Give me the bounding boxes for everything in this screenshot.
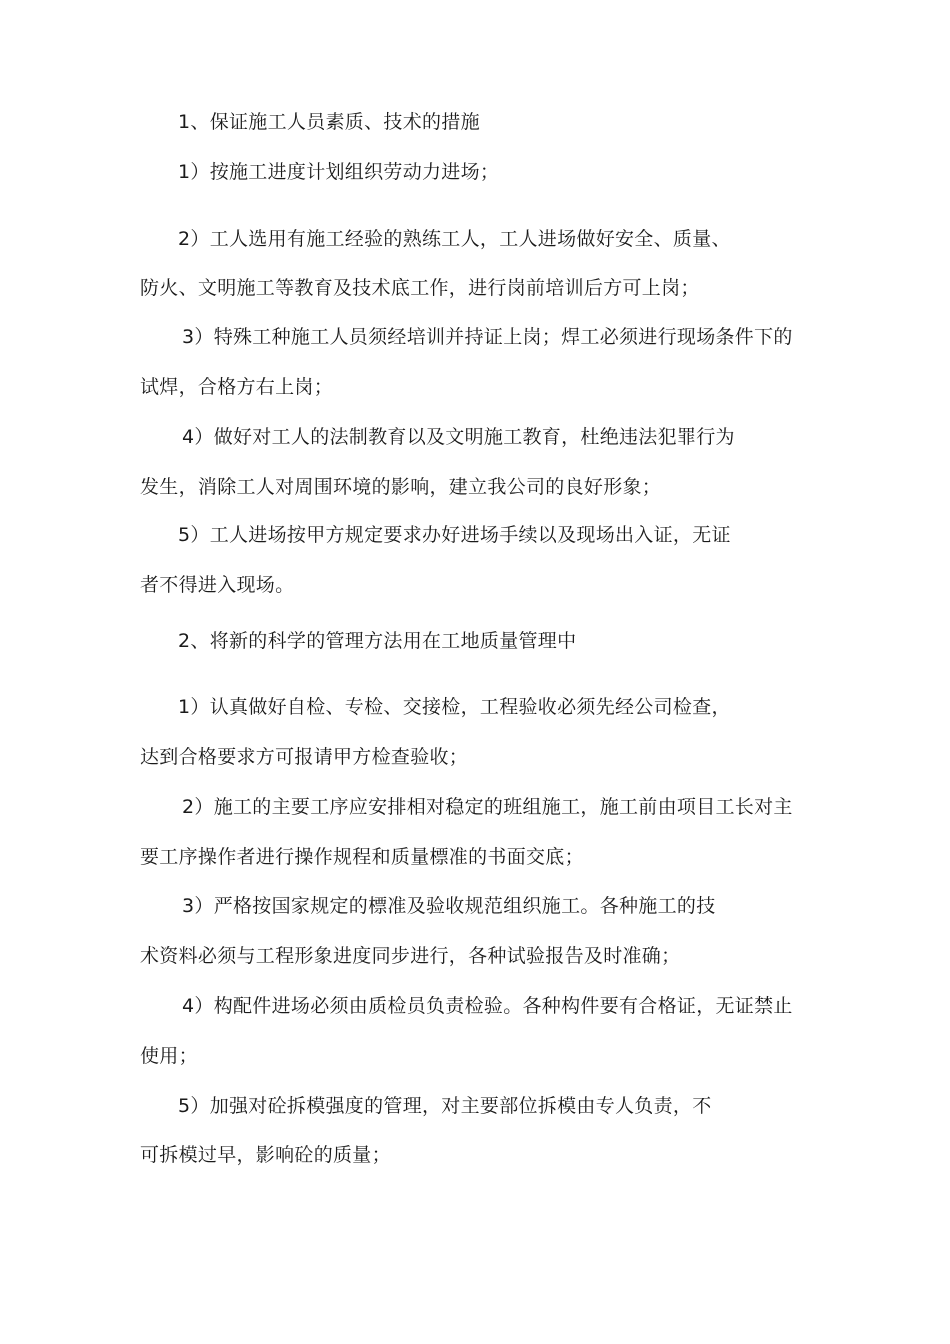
paragraph-line: 2）工人选用有施工经验的熟练工人，工人进场做好安全、质量、 <box>178 228 731 250</box>
paragraph-line: 者不得进入现场。 <box>140 574 295 596</box>
paragraph-line: 防火、文明施工等教育及技术底工作，进行岗前培训后方可上岗； <box>140 277 700 299</box>
paragraph-line: 3）严格按国家规定的標准及验收规范组织施工。各种施工的技 <box>182 895 716 917</box>
paragraph-line: 4）做好对工人的法制教育以及文明施工教育，杜绝违法犯罪行为 <box>182 426 735 448</box>
paragraph-line: 5）加强对砼拆模强度的管理，对主要部位拆模由专人负责，不 <box>178 1095 712 1117</box>
paragraph-line: 5）工人进场按甲方规定要求办好进场手续以及现场出入证，无证 <box>178 524 731 546</box>
paragraph-line: 3）特殊工种施工人员须经培训并持证上岗；焊工必须进行现场条件下的 <box>182 326 793 348</box>
paragraph-line: 4）构配件进场必须由质检员负责检验。各种构件要有合格证，无证禁止 <box>182 995 793 1017</box>
paragraph-line: 达到合格要求方可报请甲方检查验收； <box>140 746 469 768</box>
paragraph-line: 可拆模过早，影响砼的质量； <box>140 1144 391 1166</box>
paragraph-line: 要工序操作者进行操作规程和质量標准的书面交底； <box>140 846 584 868</box>
paragraph-line: 2）施工的主要工序应安排相对稳定的班组施工，施工前由项目工长对主 <box>182 796 793 818</box>
section-heading-1: 1、保证施工人员素质、技术的措施 <box>178 111 480 133</box>
paragraph-line: 发生，消除工人对周围环境的影响，建立我公司的良好形象； <box>140 476 662 498</box>
paragraph-line: 使用； <box>140 1045 198 1067</box>
paragraph-line: 术资料必须与工程形象进度同步进行，各种试验报告及时准确； <box>140 945 681 967</box>
section-heading-2: 2、将新的科学的管理方法用在工地质量管理中 <box>178 630 577 652</box>
paragraph-line: 1）认真做好自检、专检、交接检，工程验收必须先经公司检查， <box>178 696 731 718</box>
paragraph-line: 试焊，合格方右上岗； <box>140 376 334 398</box>
paragraph-line: 1）按施工进度计划组织劳动力进场； <box>178 161 500 183</box>
